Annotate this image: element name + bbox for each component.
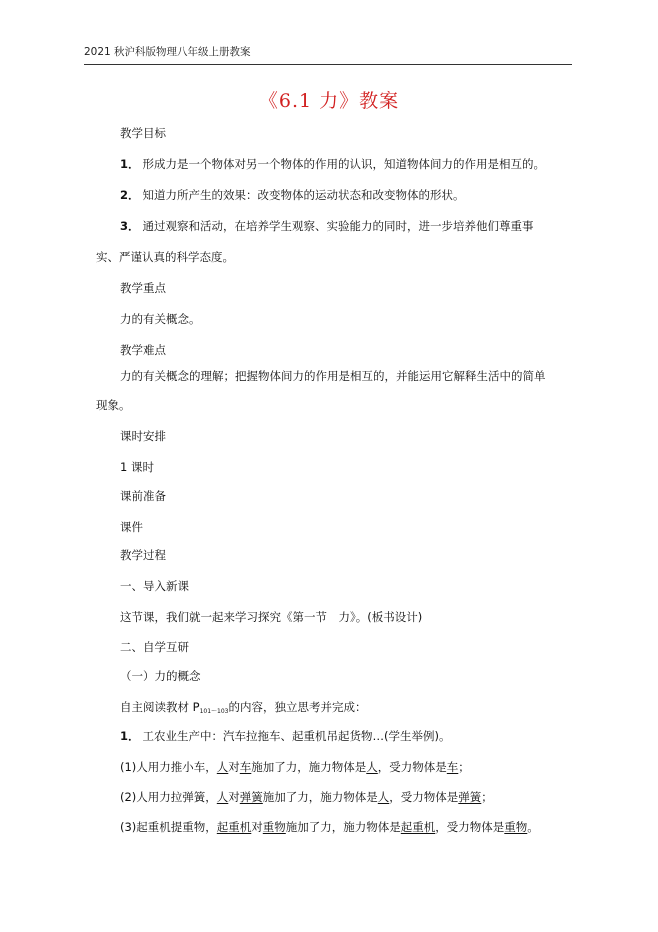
example-2-answer: 弹簧 (458, 790, 482, 804)
reading-instruction-pre: 自主阅读教材 P (120, 700, 200, 714)
example-2-answer: 弹簧 (239, 790, 263, 804)
reading-instruction-post: 的内容，独立思考并完成： (228, 700, 367, 714)
reading-page-range: 101～103 (199, 708, 229, 715)
example-2-answer: 人 (216, 790, 229, 804)
process-heading: 教学过程 (120, 548, 166, 562)
example-2-part: 施加了力，施力物体是 (262, 790, 378, 804)
example-1-part: (1)人用力推小车， (120, 760, 217, 774)
example-3-part: 。 (527, 820, 539, 834)
example-1-part: ； (458, 760, 470, 774)
example-3-answer: 重物 (504, 820, 528, 834)
example-1-part: 施加了力，施力物体是 (251, 760, 367, 774)
example-3-answer: 起重机 (216, 820, 252, 834)
goal-3-continued: 实、严谨认真的科学态度。 (96, 250, 234, 264)
example-2-part: ； (481, 790, 493, 804)
goal-3-text: 通过观察和活动，在培养学生观察、实验能力的同时，进一步培养他们尊重事 (142, 219, 534, 233)
item-1-number: 1． (120, 729, 140, 743)
part-1-heading: 一、导入新课 (120, 579, 189, 593)
example-2 (120, 790, 493, 804)
example-3-answer: 起重机 (400, 820, 436, 834)
goal-2 (120, 188, 465, 202)
goal-1-number: 1． (120, 157, 140, 171)
schedule-heading: 课时安排 (120, 429, 166, 443)
preparation-heading: 课前准备 (120, 489, 166, 503)
example-1 (120, 760, 470, 774)
example-3-part: 对 (251, 820, 263, 834)
example-2-part: (2)人用力拉弹簧， (120, 790, 217, 804)
key-points-text: 力的有关概念。 (120, 312, 201, 326)
goals-heading: 教学目标 (120, 126, 166, 140)
key-points-heading: 教学重点 (120, 281, 166, 295)
subsection-1-heading: （一）力的概念 (120, 669, 201, 683)
example-1-answer: 车 (239, 760, 252, 774)
example-2-part: ，受力物体是 (389, 790, 459, 804)
reading-instruction (120, 700, 367, 719)
goal-1-text: 形成力是一个物体对另一个物体的作用的认识，知道物体间力的作用是相互的。 (142, 157, 546, 171)
example-3 (120, 820, 539, 834)
difficulty-text-continued: 现象。 (96, 398, 131, 412)
example-2-answer: 人 (377, 790, 390, 804)
example-1-answer: 车 (446, 760, 459, 774)
goal-2-number: 2． (120, 188, 140, 202)
example-3-part: ，受力物体是 (435, 820, 505, 834)
example-3-answer: 重物 (262, 820, 286, 834)
example-1-part: ，受力物体是 (377, 760, 447, 774)
example-2-part: 对 (228, 790, 240, 804)
part-1-text: 这节课，我们就一起来学习探究《第一节 力》。(板书设计) (120, 610, 423, 624)
page-header (84, 44, 572, 65)
example-3-part: 施加了力，施力物体是 (285, 820, 401, 834)
difficulty-text: 力的有关概念的理解；把握物体间力的作用是相互的，并能运用它解释生活中的简单 (120, 369, 546, 383)
goal-2-text: 知道力所产生的效果：改变物体的运动状态和改变物体的形状。 (142, 188, 465, 202)
example-1-answer: 人 (366, 760, 378, 774)
header-text: 2021 秋沪科版物理八年级上册教案 (84, 46, 251, 58)
schedule-text: 1 课时 (120, 460, 154, 474)
item-1 (120, 729, 451, 743)
preparation-text: 课件 (120, 520, 143, 534)
goal-3 (120, 219, 534, 233)
goal-3-number: 3． (120, 219, 140, 233)
example-1-answer: 人 (216, 760, 229, 774)
goal-1 (120, 157, 545, 171)
document-title: 《6.1 力》教案 (258, 90, 400, 112)
item-1-text: 工农业生产中：汽车拉拖车、起重机吊起货物…(学生举例)。 (142, 729, 451, 743)
difficulty-heading: 教学难点 (120, 343, 166, 357)
example-3-part: (3)起重机提重物， (120, 820, 217, 834)
example-1-part: 对 (228, 760, 240, 774)
part-2-heading: 二、自学互研 (120, 640, 189, 654)
